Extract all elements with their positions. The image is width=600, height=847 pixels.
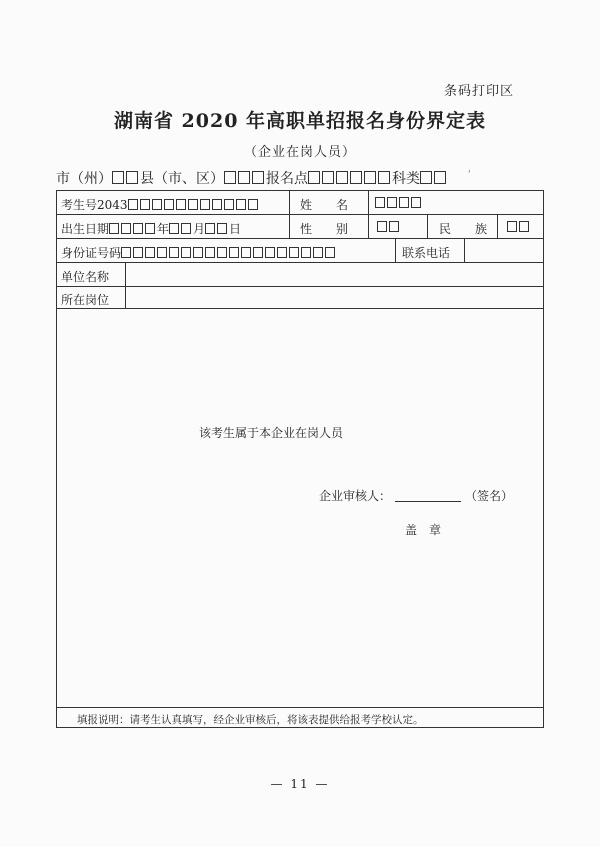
exam-number-field: [61, 196, 260, 213]
col-divider: [125, 262, 126, 308]
entry-box[interactable]: [126, 171, 138, 184]
entry-box[interactable]: [248, 199, 258, 210]
site-label: 报名点: [266, 171, 308, 187]
col-divider: [289, 191, 290, 238]
entry-box[interactable]: [350, 171, 362, 184]
location-line: [56, 168, 448, 188]
exam-number-label: 考生号: [61, 198, 98, 212]
entry-box[interactable]: [308, 171, 320, 184]
gender-box-group[interactable]: [377, 220, 401, 234]
entry-box[interactable]: [145, 247, 155, 258]
col-divider: [497, 214, 498, 238]
id-number-label: 身份证号码: [61, 246, 122, 260]
birth-year-boxes[interactable]: [109, 222, 157, 236]
city-label: 市（州）: [56, 171, 112, 187]
entry-box[interactable]: [411, 197, 421, 208]
signature-blank[interactable]: [395, 489, 461, 502]
name-box-group[interactable]: [375, 196, 423, 210]
entry-box[interactable]: [200, 199, 210, 210]
entry-box[interactable]: [133, 247, 143, 258]
col-divider: [464, 238, 465, 262]
id-number-field: [61, 244, 337, 261]
row-divider: [57, 262, 543, 263]
category-boxes[interactable]: [420, 171, 448, 187]
name-boxes[interactable]: [375, 196, 423, 210]
identity-form-table: [56, 190, 544, 728]
entry-box[interactable]: [229, 247, 239, 258]
page-subtitle: （企业在岗人员）: [243, 145, 356, 160]
entry-box[interactable]: [377, 221, 387, 232]
exam-number-prefix: 2043: [97, 198, 128, 212]
entry-box[interactable]: [378, 171, 390, 184]
entry-box[interactable]: [375, 197, 385, 208]
entry-box[interactable]: [109, 223, 119, 234]
employer-label: 单位名称: [61, 270, 110, 284]
row-divider: [57, 238, 543, 239]
site-boxes[interactable]: [308, 171, 392, 187]
entry-box[interactable]: [253, 247, 263, 258]
birth-month-boxes[interactable]: [169, 222, 193, 236]
category-label: 科类: [392, 171, 420, 187]
row-divider: [57, 286, 543, 287]
gender-label: 性 别: [300, 222, 349, 236]
entry-box[interactable]: [164, 199, 174, 210]
entry-box[interactable]: [217, 247, 227, 258]
instructions-note: 填报说明：请考生认真填写，经企业审核后，将该表提供给报考学校认定。: [77, 714, 424, 726]
birth-year-unit: 年: [157, 222, 170, 236]
entry-box[interactable]: [313, 247, 323, 258]
entry-box[interactable]: [241, 247, 251, 258]
entry-box[interactable]: [236, 199, 246, 210]
entry-box[interactable]: [133, 223, 143, 234]
col-divider: [427, 214, 428, 238]
barcode-print-area-label: 条码打印区: [444, 84, 515, 99]
entry-box[interactable]: [519, 221, 529, 232]
seal-label: 盖 章: [405, 523, 442, 537]
ethnicity-box-group[interactable]: [507, 220, 531, 234]
reviewer-signature-line: [319, 487, 513, 504]
position-label: 所在岗位: [61, 293, 110, 307]
entry-box[interactable]: [364, 171, 376, 184]
entry-box[interactable]: [128, 199, 138, 210]
entry-box[interactable]: [399, 197, 409, 208]
entry-box[interactable]: [322, 171, 334, 184]
entry-box[interactable]: [205, 247, 215, 258]
entry-box[interactable]: [205, 223, 215, 234]
entry-box[interactable]: [224, 199, 234, 210]
entry-box[interactable]: [188, 199, 198, 210]
entry-box[interactable]: [157, 247, 167, 258]
birth-date-label: 出生日期: [61, 222, 110, 236]
id-number-boxes[interactable]: [121, 246, 337, 260]
statement-text: 该考生属于本企业在岗人员: [199, 426, 344, 440]
entry-box[interactable]: [387, 197, 397, 208]
exam-number-boxes[interactable]: [128, 198, 260, 212]
entry-box[interactable]: [434, 171, 446, 184]
entry-box[interactable]: [325, 247, 335, 258]
city-boxes[interactable]: [112, 171, 140, 187]
entry-box[interactable]: [217, 223, 227, 234]
entry-box[interactable]: [112, 171, 124, 184]
row-divider: [57, 308, 543, 309]
entry-box[interactable]: [152, 199, 162, 210]
entry-box[interactable]: [224, 171, 236, 184]
col-divider: [368, 191, 369, 238]
ethnicity-label: 民 族: [439, 222, 488, 236]
entry-box[interactable]: [336, 171, 348, 184]
col-divider: [395, 238, 396, 262]
signature-note: （签名）: [465, 489, 514, 503]
row-divider: [57, 707, 543, 708]
entry-box[interactable]: [277, 247, 287, 258]
entry-box[interactable]: [193, 247, 203, 258]
entry-box[interactable]: [176, 199, 186, 210]
entry-box[interactable]: [121, 223, 131, 234]
page-title: 湖南省 2020 年高职单招报名身份界定表: [113, 110, 487, 132]
entry-box[interactable]: [121, 247, 131, 258]
page-number: — 11 —: [270, 777, 330, 791]
reviewer-label: 企业审核人：: [319, 489, 392, 503]
entry-box[interactable]: [212, 199, 222, 210]
birth-date-field: [61, 220, 241, 237]
name-label: 姓 名: [300, 198, 349, 212]
entry-box[interactable]: [169, 223, 179, 234]
entry-box[interactable]: [289, 247, 299, 258]
birth-month-unit: 月: [193, 222, 206, 236]
entry-box[interactable]: [507, 221, 517, 232]
stray-mark: ': [468, 170, 471, 180]
birth-day-unit: 日: [229, 222, 242, 236]
county-label: 县（市、区）: [140, 171, 224, 187]
entry-box[interactable]: [389, 221, 399, 232]
entry-box[interactable]: [169, 247, 179, 258]
entry-box[interactable]: [420, 171, 432, 184]
birth-day-boxes[interactable]: [205, 222, 229, 236]
entry-box[interactable]: [181, 223, 191, 234]
row-divider: [57, 214, 543, 215]
phone-label: 联系电话: [402, 246, 451, 260]
county-boxes[interactable]: [224, 171, 266, 187]
entry-box[interactable]: [140, 199, 150, 210]
gender-boxes[interactable]: [377, 220, 401, 234]
entry-box[interactable]: [145, 223, 155, 234]
entry-box[interactable]: [265, 247, 275, 258]
entry-box[interactable]: [301, 247, 311, 258]
entry-box[interactable]: [181, 247, 191, 258]
ethnicity-boxes[interactable]: [507, 220, 531, 234]
entry-box[interactable]: [252, 171, 264, 184]
entry-box[interactable]: [238, 171, 250, 184]
